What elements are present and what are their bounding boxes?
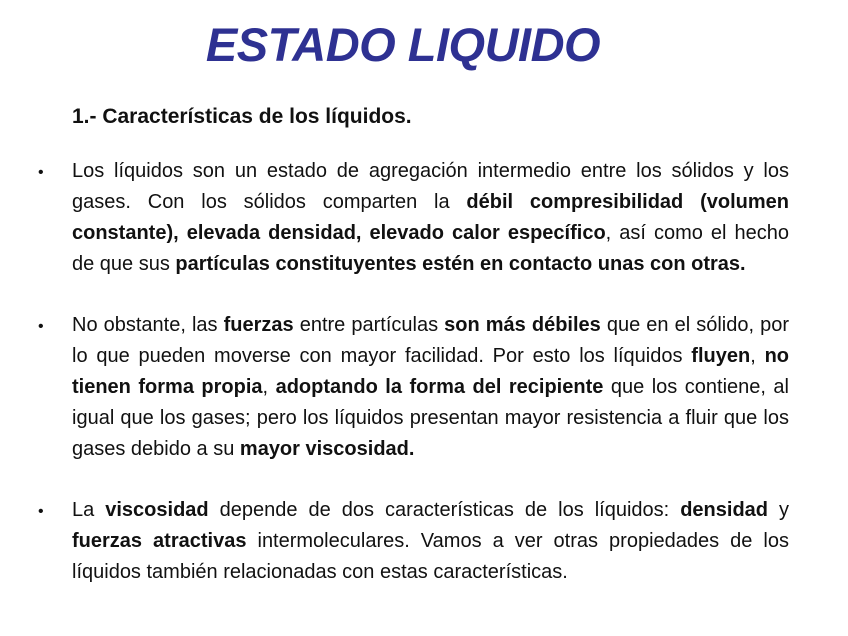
text-run: ,	[750, 345, 765, 367]
bullet-list	[0, 156, 848, 618]
bullet-marker: •	[38, 503, 44, 520]
text-run: Los líquidos son un estado de agregación intermedio entre los sólidos y los gases. Con los sólidos comparten la	[72, 160, 789, 213]
text-run-bold: viscosidad	[105, 499, 209, 521]
page-title: ESTADO LIQUIDO	[205, 18, 601, 71]
bullet-marker: •	[38, 164, 44, 181]
text-run: y	[768, 499, 789, 521]
bullet-text	[72, 156, 789, 280]
bullet-item	[0, 495, 848, 588]
bullet-item	[0, 156, 848, 280]
text-run-bold: mayor viscosidad.	[239, 438, 415, 460]
text-run-bold: fluyen	[691, 345, 751, 367]
text-run-bold: partículas constituyentes estén en contacto unas con otras.	[175, 253, 746, 275]
text-run-bold: no tienen forma propia	[72, 345, 789, 398]
text-run: , así como el hecho de que sus	[72, 222, 789, 275]
text-run: entre partículas	[293, 314, 445, 336]
text-run: depende de dos características de los líquidos:	[208, 499, 681, 521]
section-heading: 1.- Características de los líquidos.	[72, 105, 412, 128]
text-run: ,	[262, 376, 276, 398]
bullet-text	[72, 495, 789, 588]
text-run: que en el sólido, por lo que pueden moverse con mayor facilidad. Por esto los líquidos	[72, 314, 790, 367]
text-run-bold: fuerzas	[223, 314, 294, 336]
text-run-bold: adoptando la forma del recipiente	[275, 376, 604, 398]
text-run-bold: son más débiles	[444, 314, 601, 336]
text-run: intermoleculares. Vamos a ver otras propiedades de los líquidos también relacionadas con estas características.	[72, 530, 790, 583]
text-run-bold: densidad	[680, 499, 768, 521]
bullet-marker: •	[38, 318, 44, 335]
text-run-bold: débil compresibilidad (volumen constante), elevada densidad, elevado calor específico	[72, 191, 789, 244]
text-run: La	[72, 499, 106, 521]
bullet-text	[72, 310, 789, 465]
bullet-item	[0, 310, 848, 465]
text-run: que los contiene, al igual que los gases; pero los líquidos presentan mayor resistencia a fluir que los gases debido a su	[72, 376, 789, 460]
text-run-bold: fuerzas atractivas	[72, 530, 247, 552]
text-run: No obstante, las	[72, 314, 224, 336]
